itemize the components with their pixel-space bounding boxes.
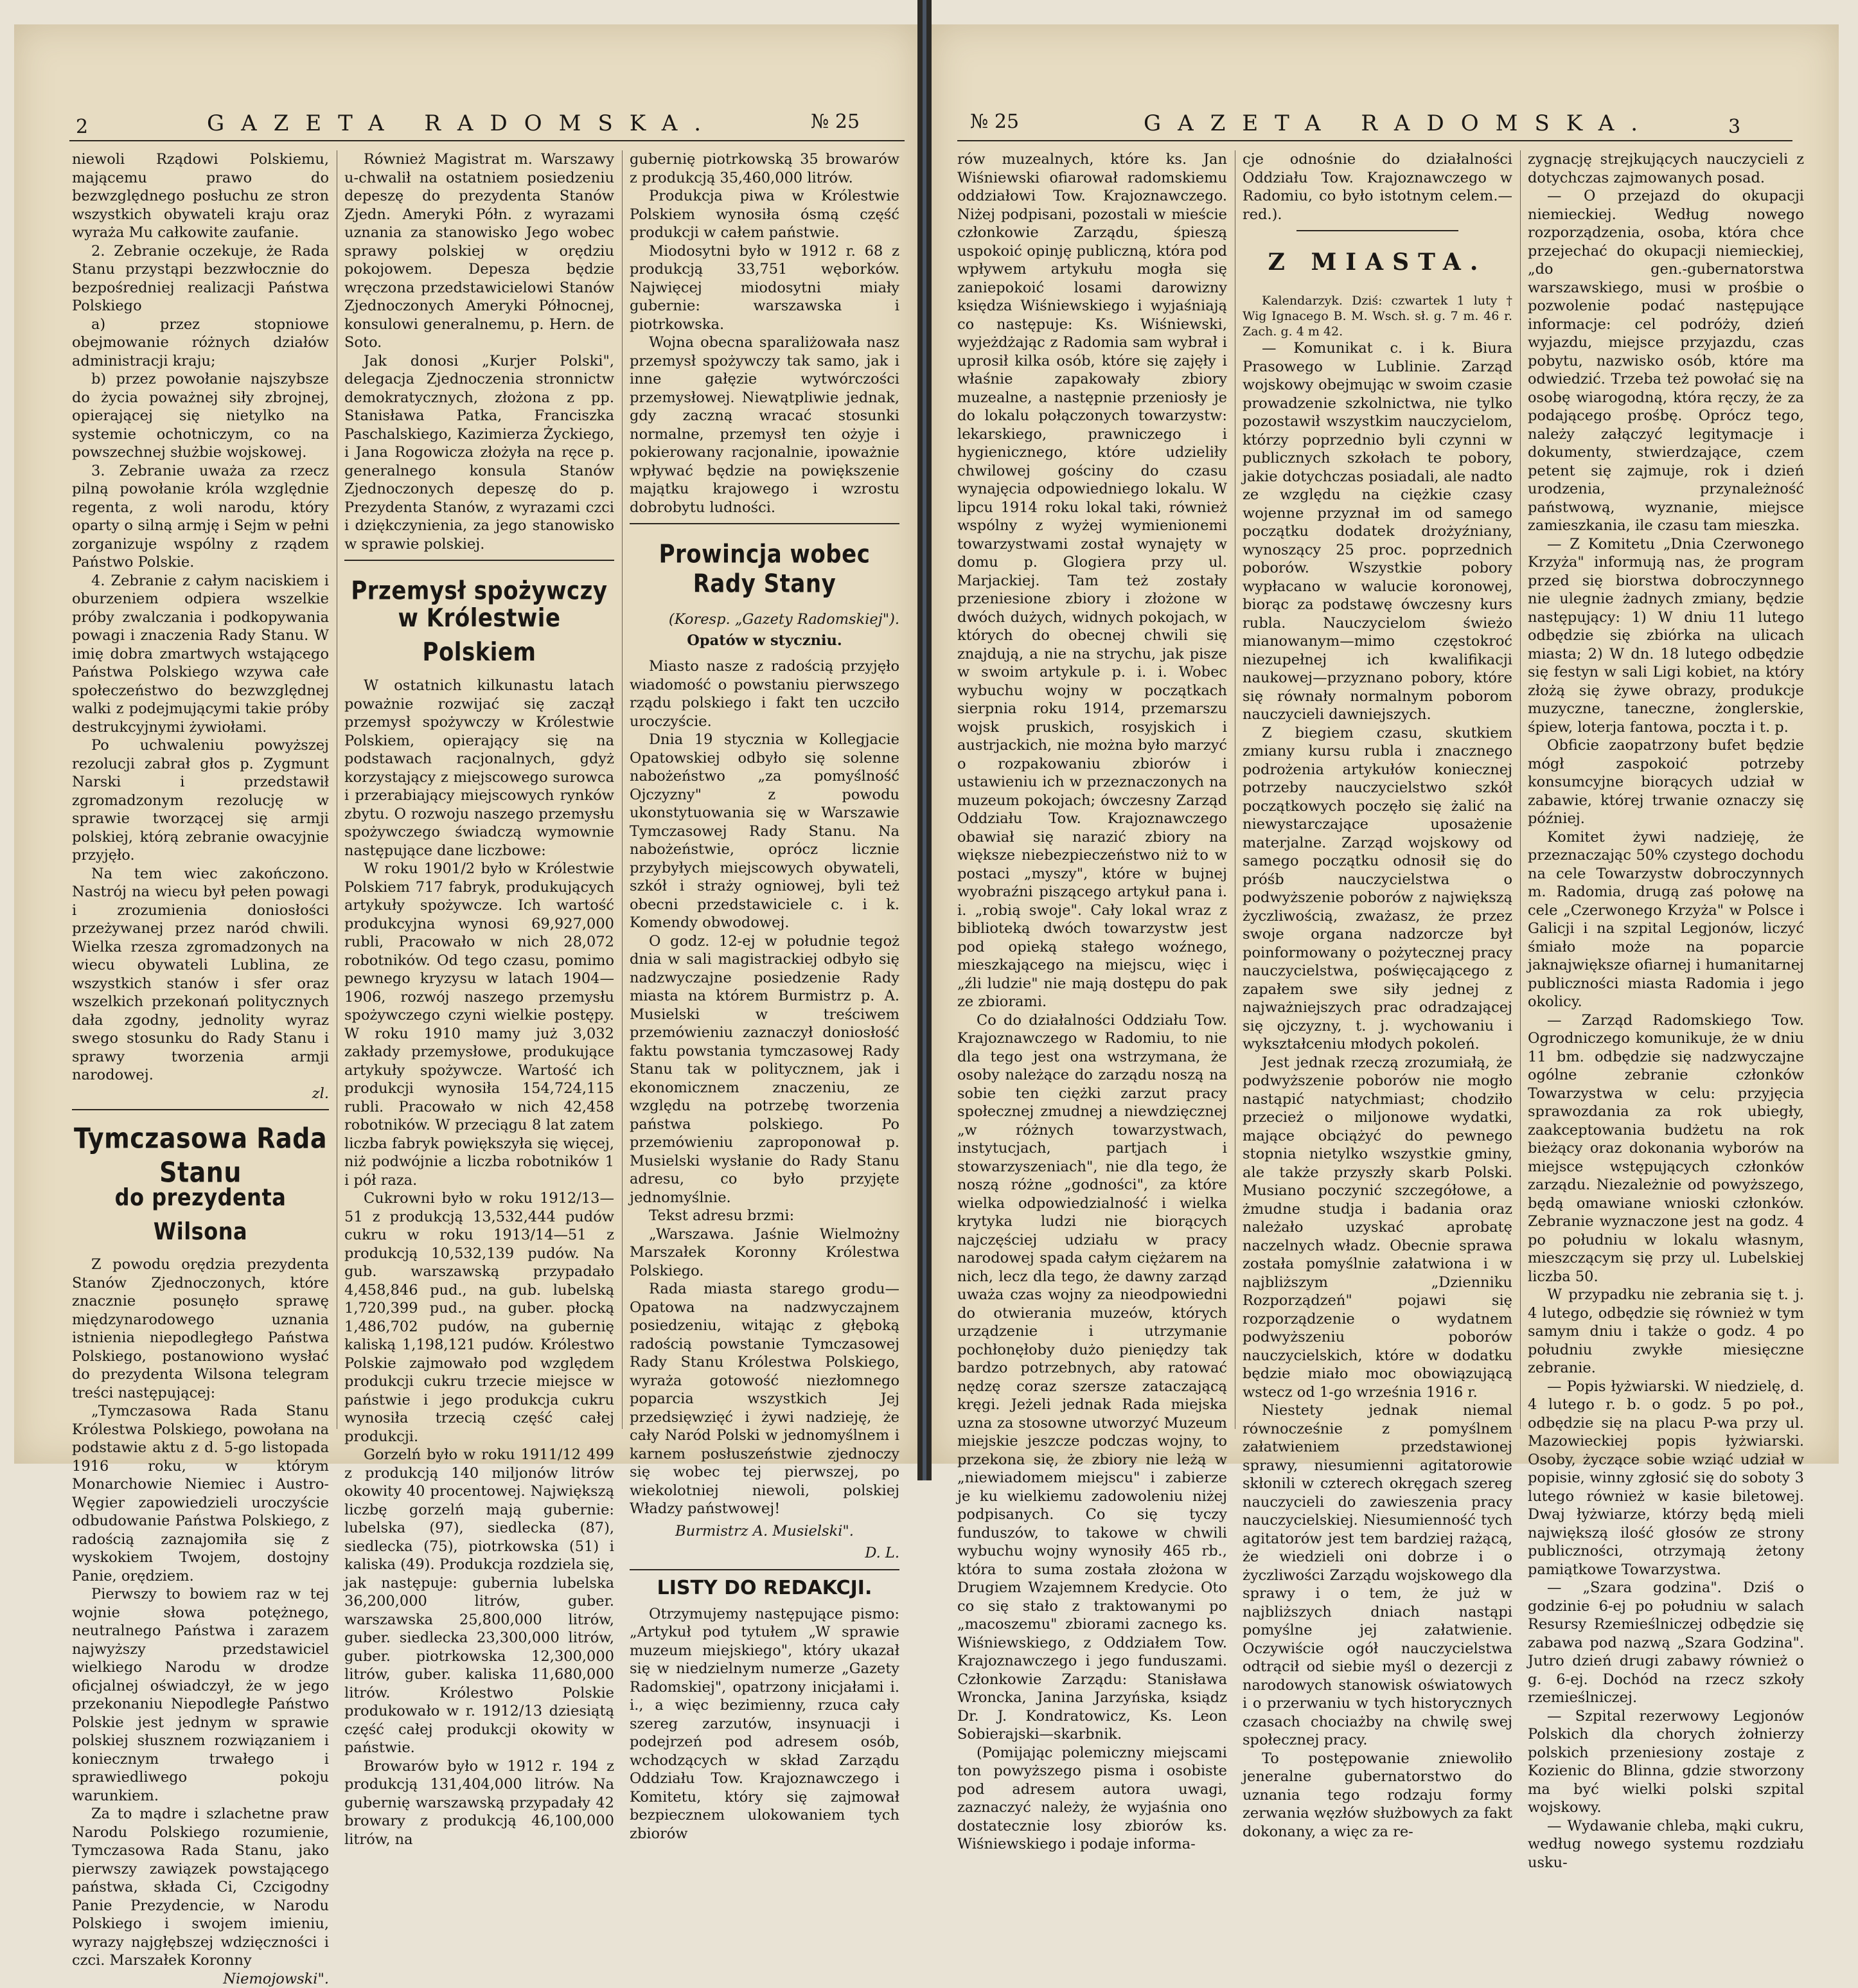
signature: Burmistrz A. Musielski".	[630, 1522, 899, 1541]
page-number: 3	[1728, 116, 1740, 138]
headline-sub: do prezydenta Wilsona	[72, 1180, 329, 1248]
divider	[1296, 230, 1458, 231]
initials: D. L.	[630, 1544, 899, 1563]
paragraph: Co do działalności Oddziału Tow. Krajoznawczego w Radomiu, to nie dla tego jest ona wstrzymana, że osoby należące do zarządu noszą na sobie ten ciężki zarzut pracy społecznej zmudnej a niewdzięcznej „w różnych towarzystwach, instytucjach, partjach i stowarzyszeniach", nie dla tego, że noszą różne „godności", za które wielka odpowiedzialność i wielka krytyka ludzi nie biorących najczęściej udziału w pracy narodowej spada całym ciężarem na nich, lecz dla tego, że dawny zarząd uważa czas wojny za nieodpowiedni do otwierania muzeów, których urządzenie i utrzymanie pochłonęłoby dużo pieniędzy tak bardzo potrzebnych, aby ratować nędzę coraz szersze zataczającą kręgi. Jeżeli jednak Rada miejska uzna za stosowne utworzyć Muzeum miejskie jeszcze podczas wojny, to przekona się, że zbiory nie leżą w „niewiadomem miejscu" i zabierze je ku wielkiemu zadowoleniu niżej podpisanych. Co się tyczy funduszów, to takowe w chwili wybuchu wojny wynosiły 465 rb., która to suma została złożona w Drugiem Wzajemnem Kredycie. Oto co się stało z traktowanymi po „macoszemu" zbiorami zacnego ks. Wiśniewskiego, z Oddziałem Tow. Krajoznawczego i jego funduszami. Członkowie Zarządu: Stanisława Wroncka, Janina Jarzyńska, ksiądz Dr. J. Kondratowicz, Ks. Leon Sobierajski—skarbnik.	[957, 1011, 1227, 1744]
headline-sub: Rady Stany	[630, 567, 899, 601]
calendar: Kalendarzyk. Dziś: czwartek 1 luty † Wig Ignacego B. M. Wsch. sł. g. 7 m. 46 r. Zach. g. 4 m 42.	[1243, 293, 1512, 339]
paragraph: 3. Zebranie uważa za rzecz pilną powołanie króla względnie regenta, z woli narodu, który oparty o silną armję i Sejm w pełni zorganizuje wspólny z rządem Państwo Polskie.	[72, 462, 329, 572]
column-3	[630, 150, 899, 1435]
paragraph: Jest jednak rzeczą zrozumiałą, że podwyższenie poborów nie mogło nastąpić natychmiast; chodziło przecież o miljonowe wydatki, mające obciążyć do pewnego stopnia nietylko wszystkie gminy, ale także przyszły skarb Polski. Musiano poczynić szczegółowe, a żmudne studja i badania oraz należało uzyskać aprobatę naczelnych władz. Obecnie sprawa została pomyślnie załatwiona i w najbliższym „Dzienniku Rozporządzeń" pojawi się rozporządzenie o wydatnem podwyższeniu poborów nauczycielskich, które w dodatku będzie miało moc obowiązującą wstecz od 1-go września 1916 r.	[1243, 1054, 1512, 1402]
signature: zl.	[72, 1085, 329, 1103]
binding-tape	[923, 0, 926, 1480]
issue-number: № 25	[811, 111, 860, 133]
paragraph: Za to mądre i szlachetne praw Narodu Polskiego rozumienie, Tymczasowa Rada Stanu, jako pierwszy zawiązek powstającego państwa, składa Ci, Czcigodny Panie Prezydencie, w Narodu Polskiego i swojem imieniu, wyrazy najgłębszej wdzięczności i czci. Marszałek Koronny	[72, 1805, 329, 1970]
column-1	[957, 150, 1227, 1435]
closing-signature: Niemojowski".	[72, 1970, 329, 1988]
paragraph: 2. Zebranie oczekuje, że Rada Stanu przystąpi bezzwłocznie do bezpośredniej realizacji Państwa Polskiego	[72, 242, 329, 315]
right-page	[932, 24, 1839, 1464]
divider	[630, 1569, 899, 1570]
paragraph: — Z Komitetu „Dnia Czerwonego Krzyża" informują nas, że program przed się biorstwa dobroczynnego nie ulegnie żadnych zmiany, będzie następujący: 1) W dniu 11 lutego odbędzie się zbiórka na ulicach miasta; 2) W dn. 18 lutego odbędzie się festyn w sali Ligi kobiet, na który złożą się żywe obrazy, produkcje muzyczne, taneczne, żonglerskie, śpiew, loterja fantowa, poczta i t. p.	[1528, 535, 1804, 737]
column-2	[344, 150, 614, 1435]
paragraph: Miasto nasze z radością przyjęło wiadomość o powstaniu pierwszego rządu polskiego i fakt ten uczciło uroczyście.	[630, 657, 899, 731]
divider	[344, 560, 614, 561]
paragraph: gubernię piotrkowską 35 browarów z produkcją 35,460,000 litrów.	[630, 150, 899, 187]
paragraph: Dnia 19 stycznia w Kollegjacie Opatowskiej odbyło się solenne nabożeństwo „za pomyślność Ojczyzny" z powodu ukonstytuowania się w Warszawie Tymczasowej Rady Stanu. Na nabożeństwie, oprócz licznie przybyłych miejscowych obywateli, szkół i straży ogniowej, byli też obecni przedstawiciele c. i k. Komendy obwodowej.	[630, 731, 899, 932]
header-rule	[69, 140, 905, 141]
paragraph: Z biegiem czasu, skutkiem zmiany kursu rubla i znacznego podrożenia artykułów koniecznej potrzeby nauczycielstwo szkół początkowych poczęło się żalić na niewystarczające uposażenie materjalne. Zarząd wojskowy od samego początku odnosił się do próśb nauczycielstwa o podwyższenie poborów z największą życzliwością, zważasz, że przez swoje organa nadzorcze był poinformowany o pożytecznej pracy nauczycielstwa, poświęcającego z zapałem swe siły jednej z najważniejszych prac odradzającej się ojczyzny, t. j. wychowaniu i wykształceniu młodych pokoleń.	[1243, 724, 1512, 1054]
paragraph: „Warszawa. Jaśnie Wielmożny Marszałek Koronny Królestwa Polskiego.	[630, 1225, 899, 1281]
masthead: GAZETA RADOMSKA.	[207, 111, 718, 136]
paragraph: — Komunikat c. i k. Biura Prasowego w Lublinie. Zarząd wojskowy obejmując w swoim czasie prowadzenie szkolnictwa, nie tylko pozostawił wszystkim nauczycielom, którzy poprzednio byli czynni w publicznych szkołach te pobory, jakie dotychczas posiadali, ale nadto ze względu na ciężkie czasy wojenne przyznał im od samego początku dodatek drożyźniany, wynoszący 25 proc. poprzednich poborów. Wszystkie pobory wypłacano w walucie koronowej, biorąc za podstawę ówczesny kurs rubla. Nauczycielom świeżo mianowanym—mimo częstokroć niezupełnej ich kwalifikacji naukowej—przyznano pobory, które się równały normalnym poborom nauczycieli dawniejszych.	[1243, 339, 1512, 724]
paragraph: Niestety jednak niemal równocześnie z pomyślnem załatwieniem przedstawionej sprawy, niesumienni agitatorowie skłonili w czterech okręgach szereg nauczycieli do zawieszenia pracy nauczycielskiej. Niesumienność tych agitatorów jest tem bardziej rażącą, że wiedzieli oni dobrze i o życzliwości Zarządu wojskowego dla sprawy i o tem, że już w najbliższych dniach nastąpi pomyślne jej załatwienie. Oczywiście ogół nauczycielstwa odtrącił od siebie myśl o dezercji z narodowych stanowisk oświatowych i o przerwaniu w tych historycznych czasach chociażby na chwilę swej społecznej pracy.	[1243, 1401, 1512, 1750]
paragraph: To postępowanie zniewoliło jeneralne gubernatorstwo do uznania tego rodzaju formy zerwania węzłów służbowych za fakt dokonany, a więc za re-	[1243, 1750, 1512, 1842]
column-2	[1243, 150, 1512, 1435]
paragraph: Cukrowni było w roku 1912/13—51 z produkcją 13,532,444 pudów cukru w roku 1913/14—51 z produkcją 10,532,139 pudów. Na gub. warszawską przypadało 4,458,846 pud., na gub. lubelską 1,720,399 pud., na guber. płocką 1,486,702 pudów, na gubernię kaliską 1,198,121 pudów. Królestwo Polskie zajmowało pod względem produkcji cukru trzecie miejsce w państwie i jego produkcja cukru wynosiła trzecią część całej produkcji.	[344, 1189, 614, 1446]
paragraph: a) przez stopniowe obejmowanie różnych działów administracji kraju;	[72, 315, 329, 371]
paragraph: Pierwszy to bowiem raz w tej wojnie słowa potężnego, neutralnego Państwa i zarazem najwyższy przedstawiciel wielkiego Narodu w drodze oficjalnej oświadczył, że w jego przekonaniu Niepodległe Państwo Polskie jest jednym w sprawie polskiej słusznem rozwiązaniem i koniecznym trwałego i sprawiedliwego pokoju warunkiem.	[72, 1585, 329, 1805]
headline: Tymczasowa Rada Stanu	[72, 1121, 329, 1189]
paragraph: Wojna obecna sparaliżowała nasz przemysł spożywczy tak samo, jak i inne gałęzie wytwórczości przemysłowej. Niewątpliwie jednak, gdy zaczną wracać stosunki normalne, przemysł ten ożyje i pokierowany racjonalnie, ipoważnie wpływać będzie na powiększenie majątku krajowego i wzrostu dobrobytu ludności.	[630, 333, 899, 517]
column-1	[72, 150, 329, 1435]
paragraph: — Popis łyżwiarski. W niedzielę, d. 4 lutego r. b. o godz. 5 po poł., odbędzie się na placu P-wa przy ul. Mazowieckiej popis łyżwiarski. Osoby, życzące sobie wziąć udział w popisie, winny zgłosić się do soboty 3 lutego również w kasie biletowej. Dwaj łyżwiarze, którzy będą mieli największą ilość głosów ze strony publiczności, otrzymają żetony pamiątkowe Towarzystwa.	[1528, 1378, 1804, 1579]
byline: (Koresp. „Gazety Radomskiej").	[630, 610, 899, 629]
column-rule	[622, 150, 623, 1429]
paragraph: Na tem wiec zakończono. Nastrój na wiecu był pełen powagi i zrozumienia doniosłości przeżywanej przez naród chwili. Wielka rzesza zgromadzonych na wiecu obywateli Lublina, ze wszystkich stanów i sfer oraz wszelkich przekonań politycznych dała zgodny, jednolity wyraz swego stosunku do Rady Stanu i sprawy tworzenia armji narodowej.	[72, 865, 329, 1085]
paragraph: (Pomijając polemiczny miejscami ton powyższego pisma i osobiste pod adresem autora uwagi, zaznaczyć należy, że wyjaśnia ono dostatecznie losy zbiorów ks. Wiśniewskiego i podaje informa-	[957, 1744, 1227, 1854]
paragraph: — Wydawanie chleba, mąki cukru, według nowego systemu rozdziału usku-	[1528, 1817, 1804, 1872]
paragraph: Miodosytni było w 1912 r. 68 z produkcją 33,751 węborków. Najwięcej miodosytni miały gubernie: warszawska i piotrkowska.	[630, 242, 899, 334]
section-heading: Z MIASTA.	[1243, 251, 1512, 274]
headline-sub: w Królestwie Polskiem	[344, 601, 614, 670]
paragraph: niewoli Rządowi Polskiemu, mającemu prawo do bezwzględnego posłuchu ze stron wszystkich obywateli kraju oraz wyraża Mu całkowite zaufanie.	[72, 150, 329, 242]
headline: Przemysł spożywczy	[344, 574, 614, 608]
paragraph: Komitet żywi nadzieję, że przeznaczając 50% czystego dochodu na cele Towarzystw dobroczynnych m. Radomia, drugą zaś połowę na cele „Czerwonego Krzyża" w Polsce i Galicji i na szpital Legjonów, liczyć śmiało może na poparcie jaknajwiększe ofiarnej i humanitarnej publiczności miasta Radomia i jego okolicy.	[1528, 828, 1804, 1011]
paragraph: Z powodu orędzia prezydenta Stanów Zjednoczonych, które znacznie posunęło sprawę międzynarodowego uznania istnienia niepodległego Państwa Polskiego, postanowiono wysłać do prezydenta Wilsona telegram treści następującej:	[72, 1256, 329, 1402]
paragraph: b) przez powołanie najszybsze do życia poważnej siły zbrojnej, opierającej się nietylko na systemie ochotniczym, co na powszechnej służbie wojskowej.	[72, 370, 329, 462]
issue-number: № 25	[970, 111, 1019, 133]
paragraph: — Zarząd Radomskiego Tow. Ogrodniczego komunikuje, że w dniu 11 bm. odbędzie się nadzwyczajne ogólne zebranie członków Towarzystwa w celu: przyjęcia sprawozdania za rok ubiegły, zaakceptowania budżetu na rok bieżący oraz dokonania wyborów na miejsce wstępujących członków zarządu. Niezależnie od powyższego, będą omawiane wnioski członków. Zebranie wyznaczone jest na godz. 4 po południu w lokalu własnym, mieszczącym się przy ul. Lubelskiej liczba 50.	[1528, 1011, 1804, 1286]
section-heading: LISTY DO REDAKCJI.	[630, 1577, 899, 1600]
paragraph: O godz. 12-ej w południe tegoż dnia w sali magistrackiej odbyło się nadzwyczajne posiedzenie Rady miasta na którem Burmistrz p. A. Musielski w treściwem przemówieniu zaznaczył doniosłość faktu powstania tymczasowej Rady Stanu tak w politycznem, jak i ekonomicznem znaczeniu, ze względu na potrzebę tworzenia państwa polskiego. Po przemówieniu zaproponował p. Musielski wysłanie do Rady Stanu adresu, co było przyjęte jednomyślnie.	[630, 932, 899, 1207]
paragraph: Jak donosi „Kurjer Polski", delegacja Zjednoczenia stronnictw demokratycznych, złożona z pp. Stanisława Patka, Franciszka Paschalskiego, Kazimierza Życkiego, i Jana Rogowicza złożyła na ręce p. generalnego konsula Stanów Zjednoczonych depeszę do p. Prezydenta Stanów, z wyrazami czci i dziękczynienia, za jego stanowisko w sprawie polskiej.	[344, 352, 614, 554]
page-header	[14, 102, 917, 140]
paragraph: zygnację strejkujących nauczycieli z dotychczas zajmowanych posad.	[1528, 150, 1804, 187]
paragraph: Tekst adresu brzmi:	[630, 1207, 899, 1225]
paragraph: Po uchwaleniu powyższej rezolucji zabrał głos p. Zygmunt Narski i przedstawił zgromadzonym rezolucję w sprawie tworzącej się armji polskiej, którą zebranie owacyjnie przyjęło.	[72, 736, 329, 865]
divider	[630, 523, 899, 524]
page-number: 2	[76, 116, 88, 138]
paragraph: Obficie zaopatrzony bufet będzie mógł zaspokoić potrzeby konsumcyjne biorących udział w zabawie, której trwanie oznaczy się później.	[1528, 736, 1804, 828]
paragraph: — „Szara godzina". Dziś o godzinie 6-ej po południu w salach Resursy Rzemieślniczej odbędzie się zabawa pod nazwą „Szara Godzina". Jutro dzień drugi zabawy również o g. 6-ej. Dochód na rzecz szkoły rzemieślniczej.	[1528, 1579, 1804, 1707]
paragraph: 4. Zebranie z całym naciskiem i oburzeniem odpiera wszelkie próby zwalczania i podkopywania powagi i znaczenia Rady Stanu. W imię dobra zmartwych wstającego Państwa Polskiego wzywa całe społeczeństwo do bezwzględnej walki z podejmującymi takie próby destrukcyjnymi żywiołami.	[72, 572, 329, 737]
masthead: GAZETA RADOMSKA.	[1144, 111, 1654, 136]
paragraph: Gorzelń było w roku 1911/12 499 z produkcją 140 miljonów litrów okowity 40 procentowej. Największą liczbę gorzelń mają gubernie: lubelska (97), siedlecka (87), siedlecka (75), piotrkowska (51) i kaliska (49). Produkcja rozdziela się, jak następuje: gubernia lubelska 36,200,000 litrów, guber. warszawska 25,800,000 litrów, guber. siedlecka 23,300,000 litrów, guber. piotrkowska 12,300,000 litrów, guber. kaliska 11,680,000 litrów. Królestwo Polskie produkowało w r. 1912/13 dziesiątą część całej produkcji okowity w państwie.	[344, 1446, 614, 1757]
headline: Prowincja wobec	[630, 538, 899, 572]
paragraph: Również Magistrat m. Warszawy u-chwalił na ostatniem posiedzeniu depeszę do prezydenta Stanów Zjedn. Ameryki Półn. z wyrazami uznania za stanowisko Jego wobec sprawy polskiej w orędziu pokojowem. Depesza będzie wręczona przedstawicielowi Stanów Zjednoczonych Ameryki Północnej, konsulowi generalnemu, p. Hern. de Soto.	[344, 150, 614, 352]
divider	[72, 1109, 329, 1110]
paragraph: rów muzealnych, które ks. Jan Wiśniewski ofiarował radomskiemu oddziałowi Tow. Krajoznawczego. Niżej podpisani, pozostali w mieście członkowie Zarządu, śpieszą uspokoić opinję publiczną, która pod wpływem artykułu mogła się zaniepokoić losami darowizny księdza Wiśniewskiego i wyjaśniają co następuje: Ks. Wiśniewski, wyjeżdżając z Radomia sam wybrał i uprosił kilka osób, które się zajęły i właśnie zapakowały zbiory muzealne, a następnie przeniosły je do lokalu połączonych towarzystw: lekarskiego, prawniczego i hygienicznego, które udzieliły chwilowej gościny do czasu wynajęcia odpowiedniego lokalu. W lipcu 1914 roku lokal taki, również wspólny z wyżej wymienionemi towarzystwami został wynajęty w domu p. Glogiera przy ul. Marjackiej. Tam też zostały przeniesione zbiory i złożone w dwóch dużych, widnych pokojach, w których do obecnej chwili się znajdują, a nie na strychu, jak pisze w swoim artykule p. i. i. Wobec wybuchu wojny w początkach sierpnia roku 1914, przemarszu wojsk pruskich, rosyjskich i austrjackich, nie można było marzyć o rozpakowaniu zbiorów i ustawieniu ich w przeznaczonych na muzeum pokojach; ówczesny Zarząd Oddziału Tow. Krajoznawczego obawiał się narazić zbiory na większe niebezpieczeństwo niż to w postaci „myszy", które w bujnej wyobraźni piszącego artykuł pana i. i. „robią swoje". Cały lokal wraz z biblioteką dwóch towarzystw jest pod opieką stałego woźnego, mieszkającego na miejscu, więc i „źli ludzie" nie mają dostępu do pak ze zbiorami.	[957, 150, 1227, 1011]
dateline: Opatów w styczniu.	[630, 632, 899, 650]
paragraph: cje odnośnie do działalności Oddziału Tow. Krajoznawczego w Radomiu, co było istotnym celem.—red.).	[1243, 150, 1512, 224]
paragraph: W roku 1901/2 było w Królestwie Polskiem 717 fabryk, produkujących artykuły spożywcze. Ich wartość produkcyjna wynosi 69,927,000 rubli, Pracowało w nich 28,072 robotników. Od tego czasu, pomimo pewnego kryzysu w latach 1904—1906, rozwój naszego przemysłu spożywczego czyni wielkie postępy. W roku 1910 mamy już 3,032 zakłady przemysłowe, produkujące artykuły spożywcze. Wartość ich produkcji wynosiła 154,724,115 rubli. Pracowało w nich 42,458 robotników. W przeciągu 8 lat zatem liczba fabryk powiększyła się więcej, niż podwójnie a liczba robotników 1 i pół raza.	[344, 860, 614, 1189]
paragraph: — O przejazd do okupacji niemieckiej. Według nowego rozporządzenia, osoba, która chce przejechać do okupacji niemieckiej, „do gen.-gubernatorstwa warszawskiego, musi w prośbie o pozwolenie podać następujące informacje: cel podróży, dzień wyjazdu, miejsce przyjazdu, czas pobytu, nazwisko osób, które ma odwiedzić. Trzeba też powołać się na osobę wiarogodną, która ręczy, że za podającego prośbę. Oprócz tego, należy załączyć legitymacje i dokumenty, stwierdzające, czem petent się zajmuje, rok i dzień urodzenia, przynależność państwową, wyznanie, miejsce zamieszkania, ile czasu tam mieszka.	[1528, 187, 1804, 535]
paragraph: W ostatnich kilkunastu latach poważnie rozwijać się zaczął przemysł spożywczy w Królestwie Polskiem, opierający się na podstawach racjonalnych, gdyż korzystający z miejscowego surowca i przerabiający miejscowych rynków zbytu. O rozwoju naszego przemysłu spożywczego świadczą wymownie następujące dane liczbowe:	[344, 677, 614, 860]
page-header	[932, 102, 1839, 140]
column-rule	[1520, 150, 1521, 1429]
paragraph: — Szpital rezerwowy Legjonów Polskich dla chorych żołnierzy polskich przeniesiony zostaje z Kozienic do Blinna, gdzie stworzony ma być wielki polski szpital wojskowy.	[1528, 1707, 1804, 1817]
paragraph: Rada miasta starego grodu—Opatowa na nadzwyczajnem posiedzeniu, witając z głęboką radością powstanie Tymczasowej Rady Stanu Królestwa Polskiego, wyraża gotowość niezłomnego poparcia wszystkich Jej przedsięwzięć i żywi nadzieję, że cały Naród Polski w jednomyślnem i karnem posłuszeństwie zjednoczy się wobec tej pierwszej, po wiekolotniej niewoli, polskiej Władzy państwowej!	[630, 1280, 899, 1518]
paragraph: „Tymczasowa Rada Stanu Królestwa Polskiego, powołana na podstawie aktu z d. 5-go listopada 1916 roku, w którym Monarchowie Niemiec i Austro-Węgier zapowiedzieli uroczyście odbudowanie Państwa Polskiego, z radością zaznajomiła się z wyskokiem Twojem, dostojny Panie, orędziem.	[72, 1402, 329, 1585]
paragraph: W przypadku nie zebrania się t. j. 4 lutego, odbędzie się również w tym samym dniu i także o godz. 4 po południu zwykłe miesięczne zebranie.	[1528, 1286, 1804, 1378]
left-page	[14, 24, 917, 1464]
paragraph: Produkcja piwa w Królestwie Polskiem wynosiła ósmą część produkcji w całem państwie.	[630, 187, 899, 242]
column-3	[1528, 150, 1804, 1435]
paragraph: Browarów było w 1912 r. 194 z produkcją 131,404,000 litrów. Na gubernię warszawską przypadały 42 browary z produkcją 46,100,000 litrów, na	[344, 1757, 614, 1849]
paragraph: Otrzymujemy następujące pismo: „Artykuł pod tytułem „W sprawie muzeum miejskiego", który ukazał się w niedzielnym numerze „Gazety Radomskiej", opatrzony inicjałami i. i., a więc bezimienny, rzuca cały szereg zarzutów, insynuacji i podejrzeń pod adresem osób, wchodzących w skład Zarządu Oddziału Tow. Krajoznawczego i Komitetu, który się zajmował bezpiecznem ulokowaniem tych zbiorów	[630, 1605, 899, 1843]
header-rule	[957, 140, 1792, 141]
